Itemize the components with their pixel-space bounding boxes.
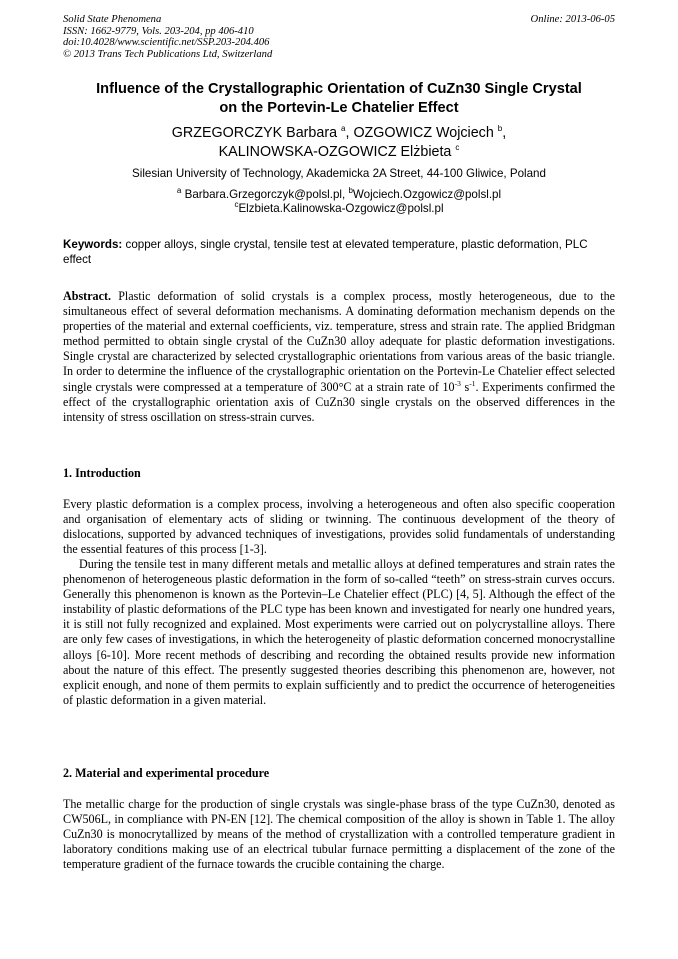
- author-3: KALINOWSKA-OZGOWICZ Elżbieta: [218, 144, 452, 160]
- section-1-paragraph-1-text: Every plastic deformation is a complex process, involving a heterogeneous and often also specific cooperation and organisation of elementary acts of sliding or twinning. The continuous development of the theory of dislocations, supported by advanced techniques of investigations, provides solid fundamentals of understanding the essential features of this process [1-3].: [63, 497, 615, 557]
- paper-title: [63, 80, 615, 118]
- section-2-paragraph-1-text: The metallic charge for the production of single crystals was single-phase brass of the type CuZn30, denoted as CW506L, in compliance with PN-EN [12]. The chemical composition of the alloy is shown in Table 1. The alloy CuZn30 is monocrytallized by means of the method of crystallization with a controlled temperature gradient in laboratory conditions making use of an electrical tubular furnace permitting a displacement of the zone of the temperature gradient of the furnace towards the crucible containing the charge.: [63, 797, 615, 872]
- section-2-paragraph-1: [63, 797, 615, 872]
- section-1-paragraph-2: [63, 557, 615, 708]
- abstract-unit: s: [460, 379, 470, 394]
- keywords-label: Keywords:: [63, 238, 123, 251]
- author-2: OZGOWICZ Wojciech: [353, 125, 494, 141]
- issn: ISSN: 1662-9779, Vols. 203-204, pp 406-410: [63, 25, 254, 37]
- author-3-mark: c: [455, 143, 460, 153]
- doi: doi:10.4028/www.scientific.net/SSP.203-204.406: [63, 37, 270, 49]
- keywords-text: copper alloys, single crystal, tensile test at elevated temperature, plastic deformation, PLC effect: [63, 238, 588, 266]
- abstract-exp-1: -3: [454, 378, 461, 388]
- section-1-heading: 1. Introduction: [63, 466, 141, 480]
- email-b[interactable]: Wojciech.Ozgowicz@polsl.pl: [352, 188, 502, 201]
- section-1-paragraph-1: [63, 497, 615, 557]
- email-a[interactable]: Barbara.Grzegorczyk@polsl.pl,: [184, 188, 346, 201]
- email-a-mark: a: [176, 186, 182, 196]
- author-2-mark: b: [497, 124, 503, 134]
- abstract-text-2: . Experiments confirmed the effect of the crystallographic orientation axis of CuZn30 single crystals on the observed differences in the intensity of stress oscillation on stress-strain curves.: [63, 379, 615, 424]
- author-list: GRZEGORCZYK Barbara $^a$, OZGOWICZ Wojciech $^b$, KALINOWSKA-OZGOWICZ Elżbieta $^c$: [171, 124, 507, 160]
- email-b-mark: b: [348, 186, 353, 196]
- affiliation: Silesian University of Technology, Akademicka 2A Street, 44-100 Gliwice, Poland: [132, 167, 546, 180]
- online-date: Online: 2013-06-05: [530, 14, 615, 25]
- author-1-mark: a: [341, 124, 346, 134]
- section-1-paragraph-2-text: During the tensile test in many different metals and metallic alloys at defined temperatures and strain rates the phenomenon of heterogeneous plastic deformation in the form of so-called “teeth” on stress-strain curves occurs. Generally this phenomenon is known as the Portevin–Le Chatelier effect (PLC) [4, 5]. Although the effect of the instability of plastic deformations of the PLC type has been known and investigated for nearly one hundred years, it is still not fully recognized and explained. Most experiments were carried out on polycrystalline alloys. There are only few cases of investigations, in which the heterogeneity of plastic deformation concerned monocrystalline alloys [6-10]. More recent methods of describing and recording the obtained results provide new information about the nature of this effect. The presently suggested theories describing this phenomenon are, however, not explicit enough, and none of them permits to explain sufficiently and to predict the occurrence of heterogeneities of plastic deformation in a given material.: [63, 557, 615, 707]
- title-line-1: Influence of the Crystallographic Orientation of CuZn30 Single Crystal: [96, 81, 582, 97]
- abstract-exp-2: -1: [469, 378, 476, 388]
- section-2-heading: 2. Material and experimental procedure: [63, 766, 270, 780]
- abstract: [63, 289, 615, 425]
- email-list: [63, 188, 615, 216]
- journal-header: [63, 14, 272, 60]
- email-c[interactable]: Elzbieta.Kalinowska-Ozgowicz@polsl.pl: [238, 202, 444, 215]
- email-c-mark: c: [234, 200, 239, 210]
- copyright: © 2013 Trans Tech Publications Ltd, Switzerland: [63, 48, 273, 60]
- abstract-text-1: Plastic deformation of solid crystals is a complex process, mostly heterogeneous, due to the simultaneous effect of several deformation mechanisms. A dominating deformation mechanism depends on the properties of the material and external coefficients, viz. temperature, stress and strain rate. The applied Bridgman method permitted to obtain single crystal of the CuZn30 alloy adequate for plastic deformation investigations. Single crystal are characterized by selected crystallographic orientations from various areas of the basic triangle. In order to determine the influence of the crystallographic orientation on the Portevin-Le Chatelier effect selected single crystals were compressed at a temperature of 300°C at a strain rate of 10: [63, 289, 615, 394]
- author-1: GRZEGORCZYK Barbara: [171, 125, 338, 141]
- journal-name: Solid State Phenomena: [63, 14, 162, 25]
- abstract-label: Abstract.: [63, 289, 112, 303]
- keywords: [63, 238, 615, 267]
- title-line-2: on the Portevin-Le Chatelier Effect: [219, 100, 459, 116]
